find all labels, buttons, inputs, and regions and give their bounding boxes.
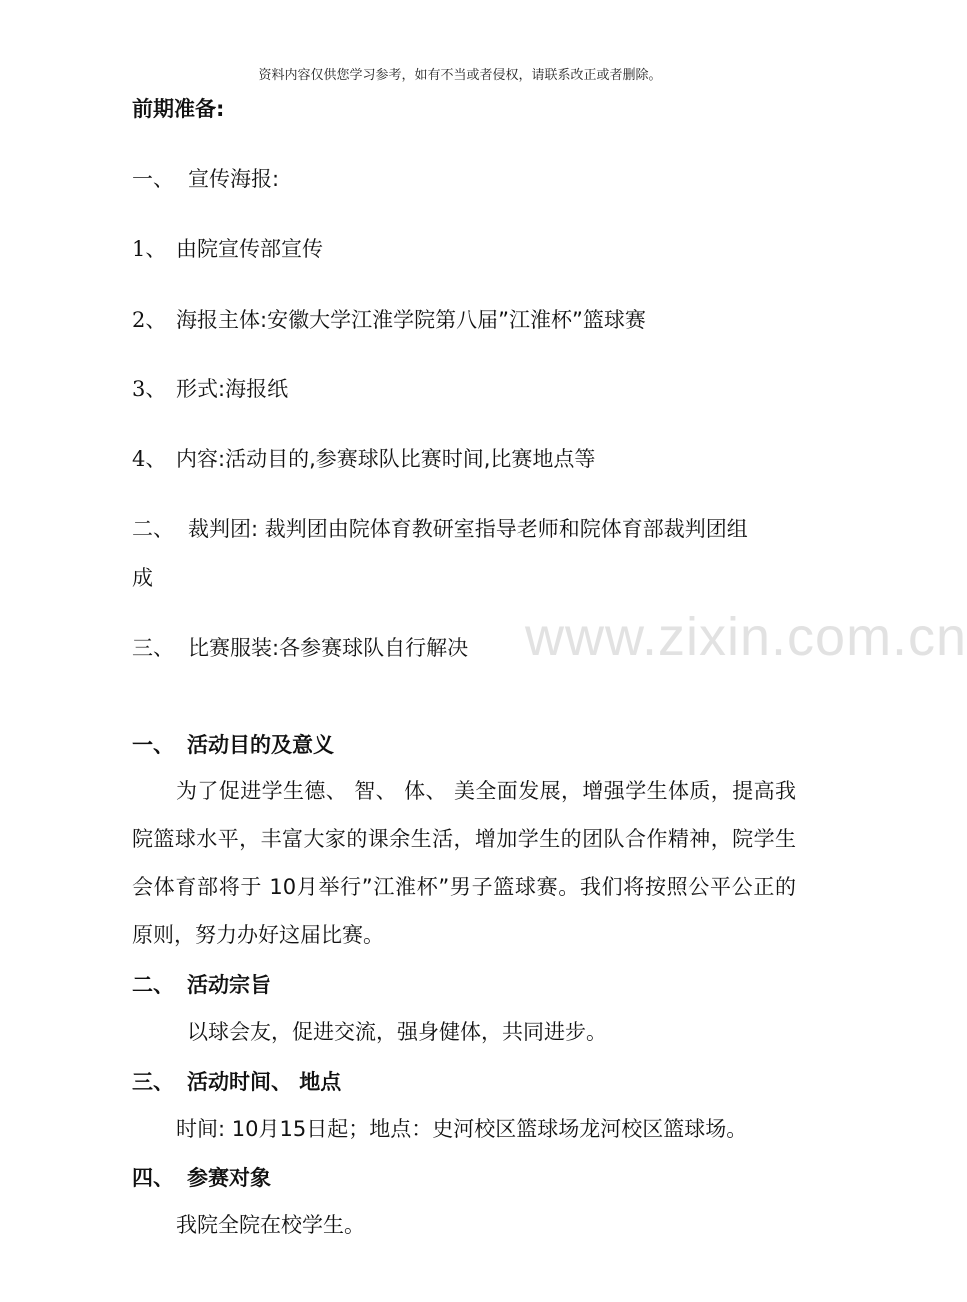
prep-section-3-num: 三、 (132, 636, 174, 660)
prep-item-2-num: 2、 (132, 308, 167, 332)
section-3-title: 活动时间、 地点 (187, 1070, 342, 1094)
section-3-body: 时间: 10月15日起；地点：史河校区篮球场龙河校区篮球场。 (176, 1117, 748, 1141)
prep-item-1-text: 由院宣传部宣传 (176, 237, 323, 261)
section-2-title: 活动宗旨 (187, 973, 271, 997)
section-4-title: 参赛对象 (187, 1166, 271, 1190)
prep-item-2-text: 海报主体:安徽大学江淮学院第八届”江淮杯”篮球赛 (176, 308, 646, 332)
prep-section-3-text: 比赛服装:各参赛球队自行解决 (188, 636, 469, 660)
prep-item-1-num: 1、 (132, 237, 167, 261)
prep-section-1-num: 一、 (132, 167, 174, 191)
section-2-body: 以球会友，促进交流，强身健体，共同进步。 (187, 1020, 607, 1044)
prep-item-3-num: 3、 (132, 377, 167, 401)
prep-section-1-label: 宣传海报: (188, 167, 280, 191)
section-3-num: 三、 (132, 1070, 174, 1094)
header-note: 资料内容仅供您学习参考，如有不当或者侵权，请联系改正或者删除。 (258, 68, 662, 83)
section-2-num: 二、 (132, 973, 174, 997)
prep-item-3-text: 形式:海报纸 (176, 377, 289, 401)
section-4-num: 四、 (132, 1166, 174, 1190)
prep-section-2-text-line2: 成 (132, 566, 153, 590)
watermark: www.zixin.com.cn (525, 607, 967, 667)
prep-item-4-num: 4、 (132, 447, 167, 471)
prep-title: 前期准备: (132, 97, 225, 121)
section-1-title: 活动目的及意义 (187, 733, 334, 757)
prep-section-2-num: 二、 (132, 517, 174, 541)
prep-section-2-text-line1: 裁判团: 裁判团由院体育教研室指导老师和院体育部裁判团组 (188, 517, 748, 541)
prep-item-4-text: 内容:活动目的,参赛球队比赛时间,比赛地点等 (176, 447, 596, 471)
section-4-body: 我院全院在校学生。 (176, 1213, 365, 1237)
section-1-body: 为了促进学生德、 智、 体、 美全面发展，增强学生体质，提高我院篮球水平，丰富大家的课余生活，增加学生的团队合作精神，院学生会体育部将于 10月举行”江淮杯”男子篮球赛。我们将按照公平公正的原则，努力办好这届比赛。 (132, 779, 796, 947)
section-1-num: 一、 (132, 733, 174, 757)
